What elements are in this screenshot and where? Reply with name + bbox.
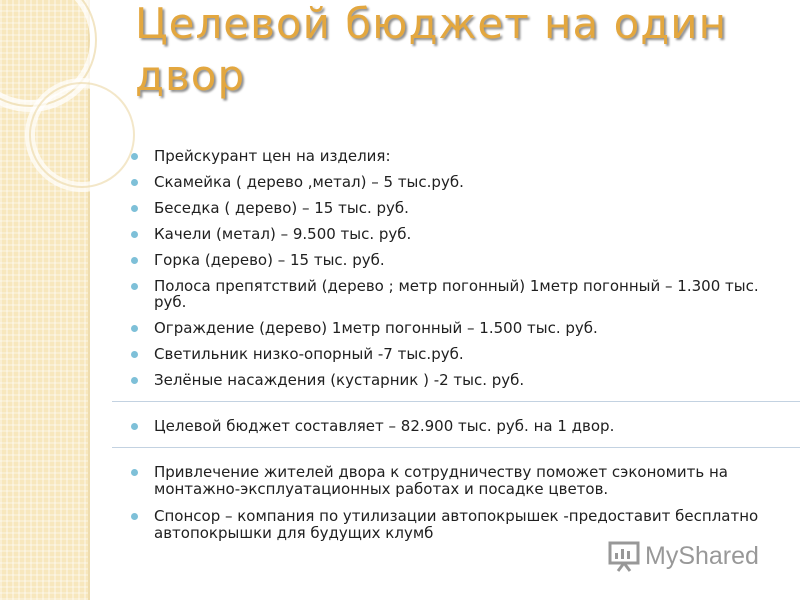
list-item: Ограждение (дерево) 1метр погонный – 1.500 тыс. руб. [130,320,780,336]
watermark [607,536,777,576]
slide-content [130,148,780,552]
list-item: Полоса препятствий (дерево ; метр погонный) 1метр погонный – 1.300 тыс. руб. [130,278,780,310]
list-item: Спонсор – компания по утилизации автопокрышек -предоставит бесплатно автопокрышки для будущих клумб [130,508,780,542]
list-item: Горка (дерево) – 15 тыс. руб. [130,252,780,268]
divider [112,447,800,448]
list-item: Скамейка ( дерево ,метал) – 5 тыс.руб. [130,174,780,190]
watermark-text: MyShared [645,541,759,570]
budget-total-item: Целевой бюджет составляет – 82.900 тыс. руб. на 1 двор. [130,418,780,434]
list-item: Качели (метал) – 9.500 тыс. руб. [130,226,780,242]
list-item: Беседка ( дерево) – 15 тыс. руб. [130,200,780,216]
presentation-board-icon [607,539,641,573]
divider [112,401,800,402]
list-item: Прейскурант цен на изделия: [130,148,780,164]
budget-total-list [130,418,780,434]
price-list [130,148,780,388]
notes-list [130,464,780,542]
list-item: Зелёные насаждения (кустарник ) -2 тыс. руб. [130,372,780,388]
list-item: Привлечение жителей двора к сотрудничеству поможет сэкономить на монтажно-эксплуатационных работах и посадке цветов. [130,464,780,498]
list-item: Светильник низко-опорный -7 тыс.руб. [130,346,780,362]
slide-title: Целевой бюджет на один двор [135,0,728,100]
